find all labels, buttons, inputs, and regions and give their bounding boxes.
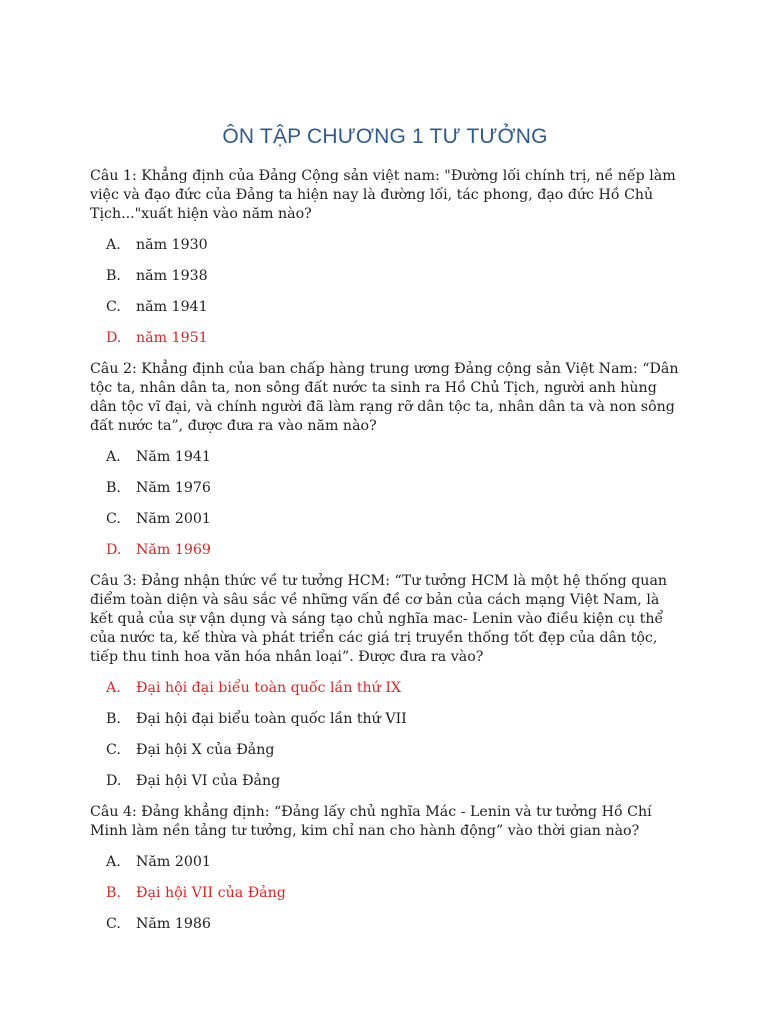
option-letter: C. (106, 916, 121, 932)
option-item (106, 772, 680, 791)
option-item (106, 853, 680, 872)
option-list (90, 236, 680, 348)
option-text: Đại hội đại biểu toàn quốc lần thứ VII (136, 711, 407, 727)
option-letter: A. (106, 237, 121, 253)
option-text: Đại hội VI của Đảng (136, 773, 281, 789)
option-letter: D. (106, 773, 122, 789)
option-text: Năm 1941 (136, 449, 211, 465)
option-letter: A. (106, 854, 121, 870)
option-letter: B. (106, 480, 121, 496)
option-letter: D. (106, 542, 122, 558)
option-text: Năm 1986 (136, 916, 211, 932)
option-item (106, 236, 680, 255)
option-item (106, 710, 680, 729)
option-text: Năm 2001 (136, 511, 211, 527)
option-text: năm 1941 (136, 299, 208, 315)
option-text: năm 1930 (136, 237, 208, 253)
question-text: Câu 1: Khẳng định của Đảng Cộng sản việt nam: "Đường lối chính trị, nề nếp làm việc và đạo đức của Đảng ta hiện nay là đường lối, tác phong, đạo đức Hồ Chủ Tịch..."xuất hiện vào năm nào? (90, 168, 676, 222)
option-letter: C. (106, 511, 121, 527)
option-text: Đại hội đại biểu toàn quốc lần thứ IX (136, 680, 402, 696)
option-text: năm 1938 (136, 268, 208, 284)
question-block-4 (90, 803, 680, 934)
option-text: Năm 1976 (136, 480, 211, 496)
option-text: Năm 2001 (136, 854, 211, 870)
option-letter: B. (106, 268, 121, 284)
option-list (90, 448, 680, 560)
option-item (106, 510, 680, 529)
option-list (90, 853, 680, 934)
option-letter: C. (106, 742, 121, 758)
option-item-correct (106, 884, 680, 903)
question-text: Câu 4: Đảng khẳng định: “Đảng lấy chủ nghĩa Mác - Lenin và tư tưởng Hồ Chí Minh làm nền tảng tư tưởng, kim chỉ nan cho hành động” vào thời gian nào? (90, 804, 652, 839)
option-text: Đại hội VII của Đảng (136, 885, 286, 901)
option-item (106, 448, 680, 467)
option-text: Năm 1969 (136, 542, 211, 558)
option-letter: A. (106, 680, 121, 696)
option-letter: B. (106, 711, 121, 727)
option-letter: A. (106, 449, 121, 465)
question-block-3 (90, 572, 680, 791)
option-letter: D. (106, 330, 122, 346)
option-item (106, 741, 680, 760)
option-text: Đại hội X của Đảng (136, 742, 275, 758)
question-block-1 (90, 167, 680, 348)
option-item-correct (106, 541, 680, 560)
option-list (90, 679, 680, 791)
question-block-2 (90, 360, 680, 560)
page-title: ÔN TẬP CHƯƠNG 1 TƯ TƯỞNG (222, 125, 548, 148)
option-item-correct (106, 329, 680, 348)
document-page (90, 123, 680, 946)
option-item (106, 298, 680, 317)
option-letter: C. (106, 299, 121, 315)
option-item-correct (106, 679, 680, 698)
question-text: Câu 3: Đảng nhận thức về tư tưởng HCM: “Tư tưởng HCM là một hệ thống quan điểm toàn diện và sâu sắc về những vấn đề cơ bản của cách mạng Việt Nam, là kết quả của sự vận dụng và sáng tạo chủ nghĩa mac- Lenin vào điều kiện cụ thể của nước ta, kế thừa và phát triển các giá trị truyền thống tốt đẹp của dân tộc, tiếp thu tinh hoa văn hóa nhân loại”. Được đưa ra vào? (90, 573, 668, 665)
option-item (106, 915, 680, 934)
option-letter: B. (106, 885, 121, 901)
option-item (106, 479, 680, 498)
question-text: Câu 2: Khẳng định của ban chấp hàng trung ương Đảng cộng sản Việt Nam: “Dân tộc ta, nhân dân ta, non sông đất nước ta sinh ra Hồ Chủ Tịch, người anh hùng dân tộc vĩ đại, và chính người đã làm rạng rỡ dân tộc ta, nhân dân ta và non sông đất nước ta”, được đưa ra vào năm nào? (90, 361, 679, 434)
option-item (106, 267, 680, 286)
option-text: năm 1951 (136, 330, 208, 346)
